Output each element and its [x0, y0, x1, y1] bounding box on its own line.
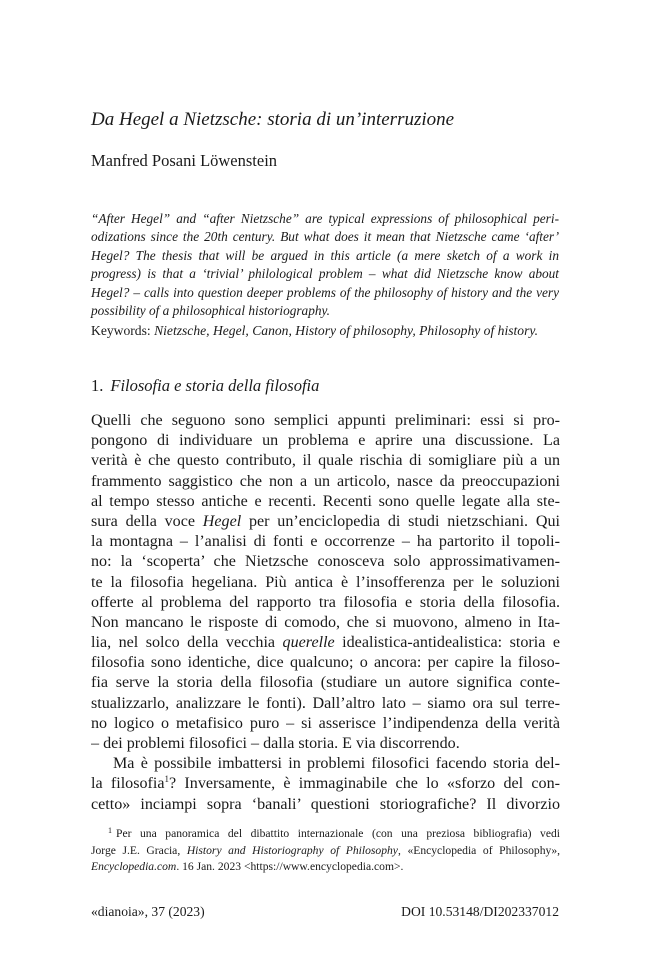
body-line: la montagna – l’analisi di fonti e occorrenze – ha partorito il topoli- — [91, 533, 560, 551]
body-fragment: idealistica-antidealistica: storia e — [334, 634, 560, 652]
footnote — [91, 826, 560, 876]
footnote-text: , «Encyclopedia of Philosophy», — [397, 843, 560, 857]
footnote-text: . 16 Jan. 2023 <https://www.encyclopedia.com>. — [176, 860, 404, 873]
body-italic-hegel: Hegel — [202, 512, 242, 530]
journal-citation: «dianoia», 37 (2023) — [91, 904, 205, 919]
body-fragment: lia, nel solco della vecchia — [91, 634, 283, 652]
abstract: “After Hegel” and “after Nietzsche” are typical expressions of philosophical periodizations since the 20th century. But what does it mean that Nietzsche came ‘after’ Hegel? The thesis that will be argued in this article (a mere sketch of a work in progress) is that a ‘trivial’ philological problem – what did Nietzsche know about Hegel? – calls into question deeper problems of the philosophy of history and the very possibility of a philosophical historiography. — [91, 211, 559, 319]
body-line: offerte al problema del rapporto tra filosofia e storia della filosofia. — [91, 593, 560, 611]
author-name: Manfred Posani Löwenstein — [91, 151, 278, 170]
body-line: verità è che questo contributo, il quale rischia di somigliare più a un — [91, 452, 560, 470]
keywords — [91, 322, 561, 340]
footnote-line — [91, 859, 560, 876]
footnote-text: Per una panoramica del dibattito internazionale (con una preziosa bibliografia) vedi — [116, 827, 560, 840]
footnote-line — [91, 826, 560, 843]
body-text — [91, 411, 560, 815]
section-heading — [91, 375, 319, 397]
body-line — [91, 633, 560, 653]
body-italic-querelle: querelle — [282, 634, 335, 652]
body-fragment: per un’enciclopedia di studi nietzschiani. Qui — [241, 512, 560, 530]
body-fragment: la filosofia — [91, 775, 165, 793]
body-line — [91, 774, 560, 794]
footnote-source: Encyclopedia.com — [91, 860, 177, 873]
body-line: filosofia sono identiche, dice qualcuno; o ancora: per capire la filoso- — [91, 654, 560, 672]
body-line: pongono di individuare un problema e aprire una discussione. La — [91, 432, 560, 450]
body-line: al tempo stesso antiche e recenti. Recenti sono quelle legate alla ste- — [91, 492, 560, 510]
body-line: Quelli che seguono sono semplici appunti preliminari: essi si pro- — [91, 412, 560, 429]
footnote-number: 1 — [108, 826, 112, 835]
article-title: Da Hegel a Nietzsche: storia di un’interruzione — [91, 109, 455, 130]
body-line: Ma è possibile imbattersi in problemi filosofici facendo storia del- — [113, 755, 560, 773]
section-number: 1. — [91, 376, 104, 395]
body-line: Non mancano le risposte di comodo, che si muovono, almeno in Ita- — [91, 613, 560, 631]
body-fragment: sura della voce — [91, 512, 203, 530]
footnote-book-title: History and Historiography of Philosophy — [186, 843, 398, 857]
keywords-label: Keywords: — [91, 323, 155, 338]
footnote-line — [91, 843, 560, 860]
body-line — [91, 512, 560, 532]
doi-link[interactable]: DOI 10.53148/DI202337012 — [401, 904, 559, 919]
keywords-value: Nietzsche, Hegel, Canon, History of philosophy, Philosophy of history. — [154, 323, 539, 338]
body-line: no: la ‘scoperta’ che Nietzsche conosceva solo approssimativamen- — [91, 553, 560, 571]
body-line: – dei problemi filosofici – dalla storia. E via discorrendo. — [91, 735, 460, 752]
body-line: te la filosofia hegeliana. Più antica è l’insofferenza per le soluzioni — [91, 573, 560, 591]
body-fragment: ? Inversamente, è immaginabile che lo «sforzo del con- — [169, 775, 560, 793]
body-line: no logico o metafisico puro – si asserisce l’indipendenza della verità — [91, 714, 560, 732]
section-title: Filosofia e storia della filosofia — [110, 376, 320, 395]
footnote-reference[interactable]: 1 — [164, 774, 170, 785]
body-line: stualizzarlo, analizzare le fonti). Dall’altro lato – siamo ora sul terre- — [91, 694, 560, 712]
body-line: cetto» inciampi sopra ‘banali’ questioni storiografiche? Il divorzio — [91, 795, 560, 813]
footnote-text: Jorge J.E. Gracia, — [91, 843, 187, 857]
body-line: frammento saggistico che non a un articolo, nasce da preoccupazioni — [91, 472, 560, 490]
body-line: fia serve la storia della filosofia (studiare un autore significa conte- — [91, 674, 560, 692]
